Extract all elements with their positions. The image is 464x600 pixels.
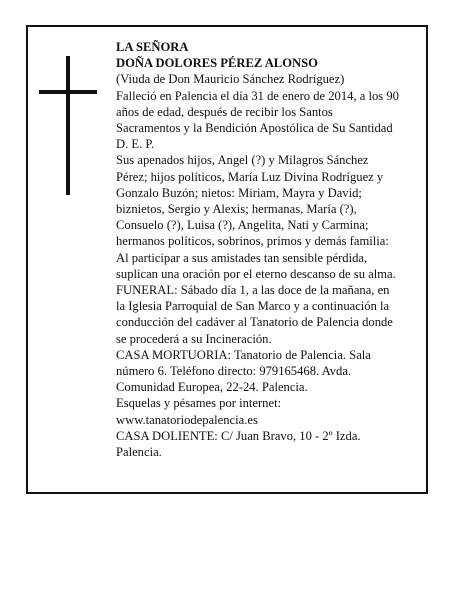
notice-line: Esquelas y pésames por internet: (116, 396, 282, 411)
notice-line: D. E. P. (116, 137, 155, 152)
notice-line: hermanos políticos, sobrinos, primos y demás familia: (116, 234, 389, 249)
notice-title-line-1: LA SEÑORA (116, 40, 189, 54)
obituary-frame (26, 25, 428, 494)
notice-line: (Viuda de Don Mauricio Sánchez Rodríguez) (116, 72, 345, 87)
notice-line: Gonzalo Buzón; nietos: Miriam, Mayra y David; (116, 185, 362, 200)
notice-line: la Iglesia Parroquial de San Marco y a continuación la (116, 299, 390, 314)
notice-line: Palencia. (116, 445, 162, 460)
notice-line: Comunidad Europea, 22-24. Palencia. (116, 380, 308, 395)
notice-line: Sacramentos y la Bendición Apostólica de Su Santidad (116, 121, 393, 136)
notice-line: se procederá a su Incineración. (116, 331, 272, 346)
cross-horizontal-bar (39, 90, 97, 94)
notice-line: Consuelo (?), Luisa (?), Angelita, Nati y Carmina; (116, 218, 369, 233)
notice-line: www.tanatoriodepalencia.es (116, 412, 258, 427)
notice-title-line-2: DOÑA DOLORES PÉREZ ALONSO (116, 56, 318, 71)
notice-line: CASA DOLIENTE: C/ Juan Bravo, 10 - 2º Izda. (116, 428, 361, 443)
notice-line: número 6. Teléfono directo: 979165468. Avda. (116, 364, 352, 379)
notice-line: Sus apenados hijos, Angel (?) y Milagros Sánchez (116, 153, 369, 168)
cross-vertical-bar (66, 56, 70, 195)
notice-line: FUNERAL: Sábado día 1, a las doce de la mañana, en (116, 283, 390, 298)
obituary-text (116, 39, 422, 460)
notice-line: conducción del cadáver al Tanatorio de Palencia donde (116, 315, 393, 330)
notice-line: biznietos, Sergio y Alexis; hermanas, María (?), (116, 202, 357, 217)
notice-line: años de edad, después de recibir los Santos (116, 104, 333, 119)
notice-line: CASA MORTUORIA: Tanatorio de Palencia. Sala (116, 347, 371, 362)
notice-line: Falleció en Palencia el día 31 de enero de 2014, a los 90 (116, 88, 399, 103)
notice-line: Pérez; hijos políticos, María Luz Divina Rodríguez y (116, 169, 384, 184)
notice-line: suplican una oración por el eterno descanso de su alma. (116, 266, 396, 281)
notice-line: Al participar a sus amistades tan sensible pérdida, (116, 250, 368, 265)
